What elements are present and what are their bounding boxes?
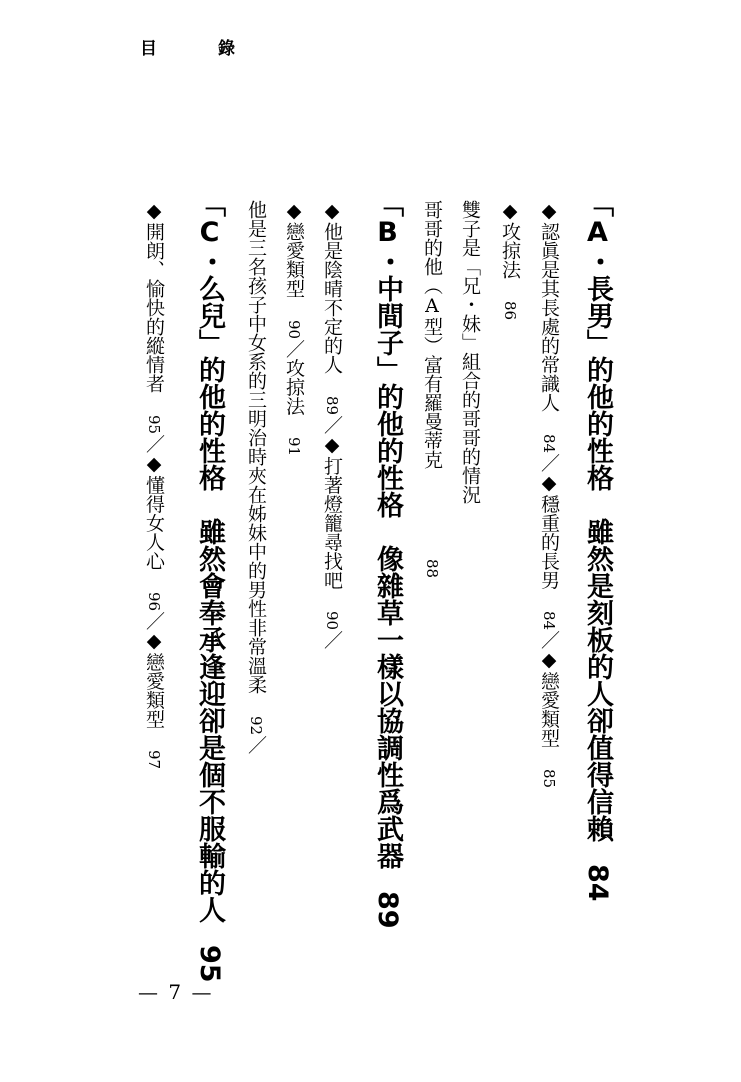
page-title: 目 錄 [140, 39, 257, 59]
page-ref: 95 [145, 415, 163, 435]
entry-text: ◆他是陰晴不定的人 [321, 200, 343, 374]
toc-entry [284, 200, 303, 456]
heading-text: 「C・么兒」的他的性格 雖然會奉承逢迎卻是個不服輸的人 [194, 190, 225, 923]
page-ref: 88 [423, 559, 441, 579]
page-ref: 84 [582, 864, 613, 902]
entry-text: ／◆打著燈籠尋找吧 [321, 415, 343, 590]
page-ref: 90 [323, 611, 341, 631]
page-ref: 91 [285, 437, 303, 457]
page-ref: 92 [247, 716, 265, 736]
page-ref: 89 [323, 396, 341, 416]
page-ref: 84 [540, 434, 558, 454]
toc-entry [500, 200, 519, 320]
heading-text: 「A・長男」的他的性格 雖然是刻板的人卻值得信賴 [582, 190, 613, 842]
page-number: — 7 — [138, 980, 214, 1004]
page-ref: 95 [194, 945, 225, 983]
toc-heading-c [196, 190, 223, 983]
heading-text: 「B・中間子」的他的性格 像雜草一樣以協調性爲武器 [372, 190, 403, 869]
toc-entry [539, 200, 558, 788]
entry-text: ◆攻掠法 [499, 200, 521, 279]
entry-text: ／◆穩重的長男 [538, 453, 560, 590]
entry-text: ／ [245, 735, 267, 755]
toc-entry [422, 200, 441, 578]
entry-text: ◆開朗、愉快的縱情者 [143, 200, 165, 393]
toc-entry [460, 200, 479, 504]
entry-text: 他是三名孩子中女系的三明治時夾在姊妹中的男性非常溫柔 [245, 200, 267, 694]
toc-entry [322, 200, 341, 649]
entry-text: 哥哥的他（A型）富有羅曼蒂克 [421, 200, 443, 469]
toc-entry [144, 200, 163, 769]
page-ref: 89 [372, 891, 403, 929]
entry-text: ／攻掠法 [283, 339, 305, 416]
toc-heading-b [374, 190, 401, 929]
page-ref: 90 [285, 320, 303, 340]
entry-text: 雙子是「兄・妹」組合的哥哥的情況 [459, 200, 481, 504]
entry-text: ／◆懂得女人心 [143, 434, 165, 571]
entry-text: ／◆戀愛類型 [143, 611, 165, 729]
entry-text: ／◆戀愛類型 [538, 630, 560, 748]
entry-text: ／ [321, 630, 343, 650]
page-ref: 97 [145, 750, 163, 770]
page-ref: 86 [501, 301, 519, 321]
page-ref: 96 [145, 592, 163, 612]
page-ref: 84 [540, 611, 558, 631]
page-ref: 85 [540, 769, 558, 789]
entry-text: ◆戀愛類型 [283, 200, 305, 298]
entry-text: ◆認眞是其長處的常識人 [538, 200, 560, 412]
toc-heading-a [584, 190, 611, 902]
toc-entry [246, 200, 265, 754]
